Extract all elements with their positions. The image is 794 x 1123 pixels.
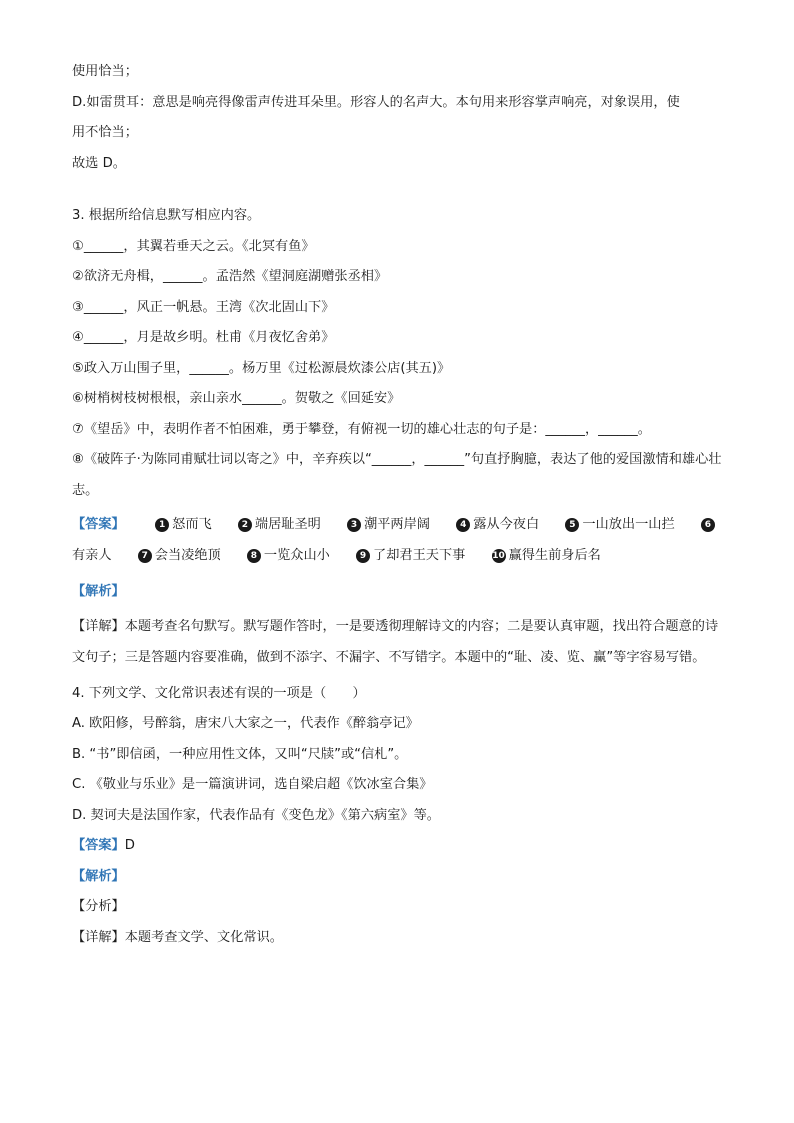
q3-item: ⑤政入万山围子里，______。杨万里《过松源晨炊漆公店(其五)》 <box>72 360 451 376</box>
analysis-label: 【解析】 <box>72 868 125 884</box>
circled-number: 10 <box>492 550 505 561</box>
q3-item: ①______，其翼若垂天之云。《北冥有鱼》 <box>72 238 315 254</box>
circled-number: 3 <box>347 518 361 532</box>
circled-number: 6 <box>701 518 715 532</box>
answer-item: 8 一览众山小 <box>247 548 330 563</box>
answer-item: 10 赢得生前身后名 <box>492 547 601 563</box>
q3-item: ⑦《望岳》中，表明作者不怕困难，勇于攀登，有俯视一切的雄心壮志的句子是：______，______。 <box>72 421 651 437</box>
document-page <box>72 62 724 958</box>
question-4-stem: 4. 下列文学、文化常识表述有误的一项是（ ） <box>72 685 366 701</box>
question-3-stem: 3. 根据所给信息默写相应内容。 <box>72 208 261 223</box>
text-line: 使用恰当； <box>72 64 138 79</box>
fenxi-label: 【分析】 <box>72 899 125 914</box>
answer-item: 6有亲人 <box>72 517 718 563</box>
circled-number: 8 <box>247 549 261 563</box>
q4-option: B. “书”即信函，一种应用性文体，又叫“尺牍”或“信札”。 <box>72 746 408 762</box>
detail-text: 本题考查文学、文化常识。 <box>124 929 283 945</box>
answer-item: 9 了却君王天下事 <box>356 548 465 563</box>
text-line: D.如雷贯耳：意思是响亮得像雷声传进耳朵里。形容人的名声大。本句用来形容掌声响亮，对象误用，使 <box>72 94 680 110</box>
circled-number: 4 <box>456 518 470 532</box>
q4-option: C. 《敬业与乐业》是一篇演讲词，选自梁启超《饮冰室合集》 <box>72 777 433 792</box>
q3-detail <box>72 612 724 673</box>
answer-item: 3 潮平两岸阔 <box>347 517 430 532</box>
circled-number: 7 <box>138 549 152 563</box>
answer-item: 1 怒而飞 <box>155 517 212 532</box>
q3-item: ③______，风正一帆悬。王湾《次北固山下》 <box>72 299 335 315</box>
answer-value: D <box>124 838 135 853</box>
q4-option: D. 契诃夫是法国作家，代表作品有《变色龙》《第六病室》等。 <box>72 807 440 823</box>
answer-item: 7 会当凌绝顶 <box>138 548 221 563</box>
answer-item: 2 端居耻圣明 <box>238 517 321 532</box>
q3-item: ⑧《破阵子·为陈同甫赋壮词以寄之》中，辛弃疾以“______，______”句直抒胸臆，表达了他的爱国激情和雄心壮志。 <box>72 452 722 498</box>
q3-answer-block <box>72 510 724 571</box>
q3-item: ②欲济无舟楫，______。孟浩然《望洞庭湖赠张丞相》 <box>72 269 388 284</box>
text-line: 用不恰当； <box>72 125 138 140</box>
answer-label: 【答案】 <box>72 517 125 532</box>
text-line: 故选 D。 <box>72 155 126 171</box>
q4-detail <box>72 928 724 948</box>
detail-label: 【详解】 <box>72 929 125 945</box>
answer-item: 4 露从今夜白 <box>456 517 539 532</box>
analysis-label: 【解析】 <box>72 583 125 599</box>
detail-label: 【详解】 <box>72 619 125 634</box>
circled-number: 9 <box>356 549 370 563</box>
answer-label: 【答案】 <box>72 838 125 853</box>
answer-item: 5 一山放出一山拦 <box>565 517 674 532</box>
q4-answer <box>72 836 724 856</box>
q3-item: ⑥树梢树枝树根根，亲山亲水______。贺敬之《回延安》 <box>72 391 401 406</box>
detail-text: 本题考查名句默写。默写题作答时，一是要透彻理解诗文的内容；二是要认真审题，找出符合题意的诗文句子；三是答题内容要准确，做到不添字、不漏字、不写错字。本题中的“耻、凌、览、赢”等字容易写错。 <box>72 619 719 665</box>
q4-option: A. 欧阳修，号醉翁，唐宋八大家之一，代表作《醉翁亭记》 <box>72 716 419 731</box>
circled-number: 5 <box>565 518 579 532</box>
circled-number: 1 <box>155 518 169 532</box>
q3-item: ④______，月是故乡明。杜甫《月夜忆舍弟》 <box>72 330 335 345</box>
circled-number: 2 <box>238 518 252 532</box>
